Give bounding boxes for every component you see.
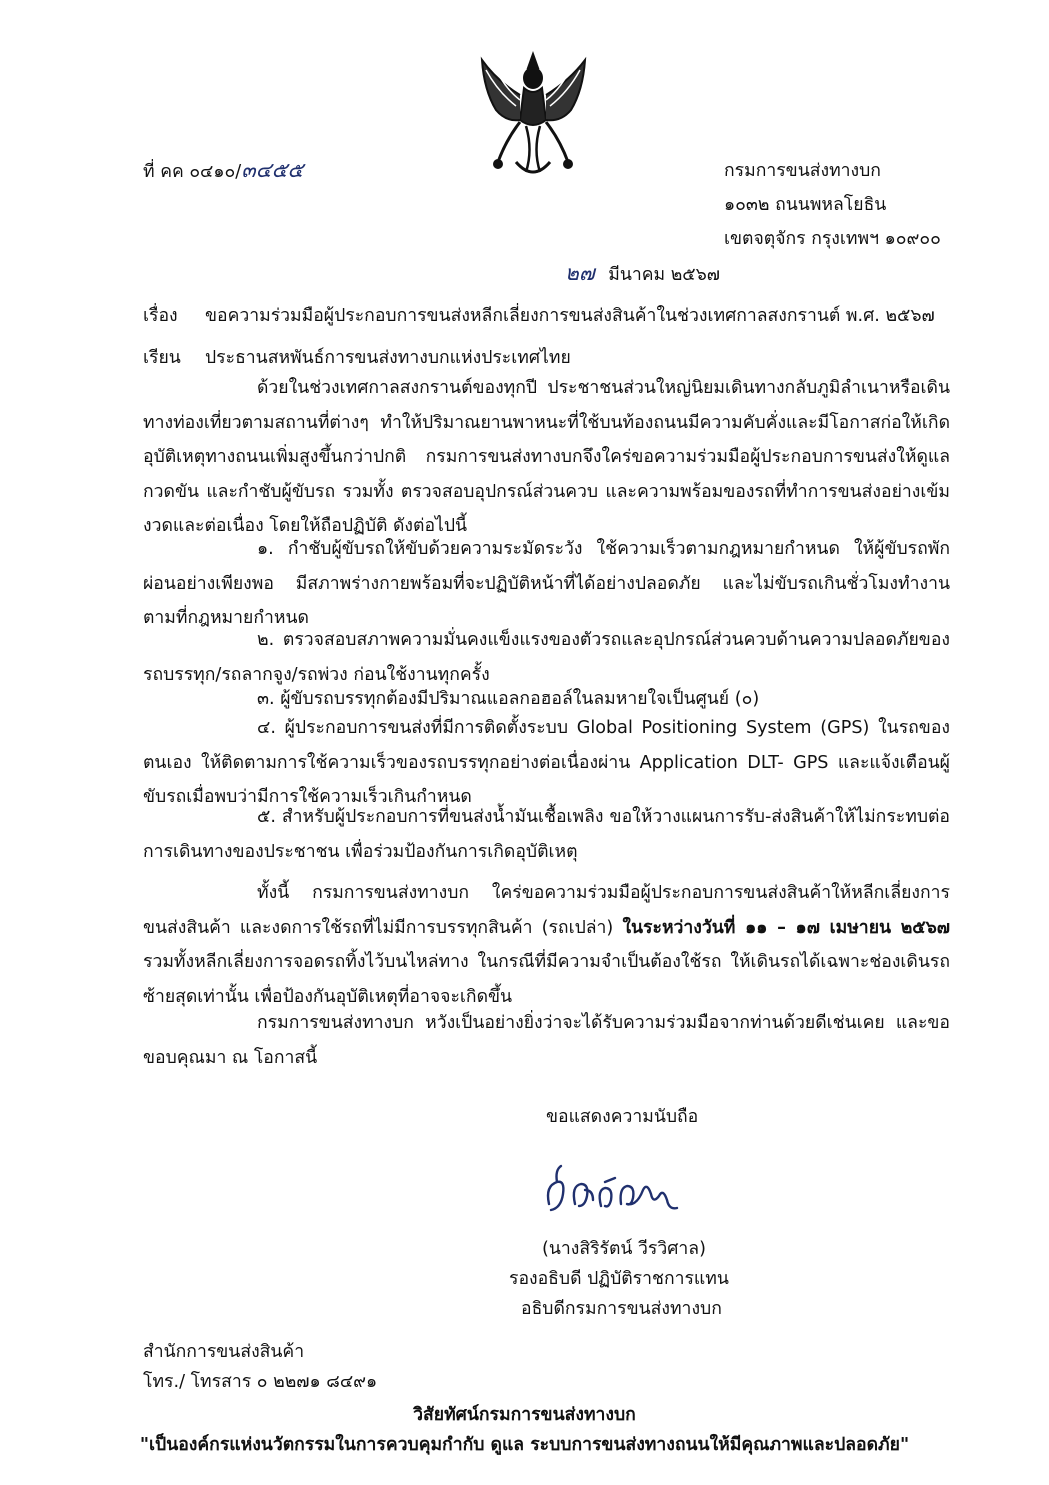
sender-name: กรมการขนส่งทางบก	[724, 161, 881, 181]
list-item	[143, 532, 950, 636]
office-phone: โทร./ โทรสาร ๐ ๒๒๗๑ ๘๔๙๑	[143, 1372, 378, 1392]
sender-address-line2: เขตจตุจักร กรุงเทพฯ ๑๐๙๐๐	[724, 229, 941, 249]
recipient-label: เรียน	[143, 348, 181, 368]
vision-title: วิสัยทัศน์กรมการขนส่งทางบก	[413, 1405, 636, 1425]
reference-handwritten-number: ๓๔๕๕	[241, 158, 304, 182]
hope-paragraph	[143, 1006, 950, 1075]
signatory-name: (นางสิริรัตน์ วีรวิศาล)	[542, 1239, 706, 1259]
sender-address	[724, 154, 941, 256]
subject-text: ขอความร่วมมือผู้ประกอบการขนส่งหลีกเลี่ยงการขนส่งสินค้าในช่วงเทศกาลสงกรานต์ พ.ศ. ๒๕๖๗	[205, 306, 935, 326]
date-day-handwritten: ๒๗	[565, 261, 595, 285]
date-month-year: มีนาคม ๒๕๖๗	[608, 265, 721, 285]
closing-text-before: ทั้งนี้ กรมการขนส่งทางบก ใคร่ขอความร่วมมือผู้ประกอบการขนส่งสินค้าให้หลีกเลี่ยงการขนส่งสินค้า และงดการใช้รถที่ไม่มีการบรรทุกสินค้า (รถเปล่า)	[143, 883, 950, 938]
closing-text-after: รวมทั้งหลีกเลี่ยงการจอดรถทิ้งไว้บนไหล่ทาง ในกรณีที่มีความจำเป็นต้องใช้รถ ให้เดินรถได้เฉพาะช่องเดินรถซ้ายสุดเท่านั้น เพื่อป้องกันอุบัติเหตุที่อาจจะเกิดขึ้น	[143, 952, 950, 1007]
intro-paragraph	[143, 371, 950, 544]
intro-text: ด้วยในช่วงเทศกาลสงกรานต์ของทุกปี ประชาชนส่วนใหญ่นิยมเดินทางกลับภูมิลำเนาหรือเดินทางท่องเที่ยวตามสถานที่ต่างๆ ทำให้ปริมาณยานพาหนะที่ใช้บนท้องถนนมีความคับคั่งและมีโอกาสก่อให้เกิดอุบัติเหตุทางถนนเพิ่มสูงขึ้นกว่าปกติ กรมการขนส่งทางบกจึงใคร่ขอความร่วมมือผู้ประกอบการขนส่งให้ดูแลกวดขัน และกำชับผู้ขับรถ รวมทั้ง ตรวจสอบอุปกรณ์ส่วนควบ และความพร้อมของรถที่ทำการขนส่งอย่างเข้มงวดและต่อเนื่อง โดยให้ถือปฏิบัติ ดังต่อไปนี้	[143, 378, 950, 536]
closing-paragraph	[143, 876, 950, 1014]
vision-text: "เป็นองค์กรแห่งนวัตกรรมในการควบคุมกำกับ ดูแล ระบบการขนส่งทางถนนให้มีคุณภาพและปลอดภัย"	[139, 1435, 910, 1455]
office-name: สำนักการขนส่งสินค้า	[143, 1342, 305, 1362]
garuda-emblem-icon	[476, 50, 591, 182]
list-item-text: ๑. กำชับผู้ขับรถให้ขับด้วยความระมัดระวัง ใช้ความเร็วตามกฎหมายกำหนด ให้ผู้ขับรถพักผ่อนอย่างเพียงพอ มีสภาพร่างกายพร้อมที่จะปฏิบัติหน้าที่ได้อย่างปลอดภัย และไม่ขับรถเกินชั่วโมงทำงานตามที่กฎหมายกำหนด	[143, 539, 950, 628]
reference-number	[143, 154, 303, 187]
hope-text: กรมการขนส่งทางบก หวังเป็นอย่างยิ่งว่าจะได้รับความร่วมมือจากท่านด้วยดีเช่นเคย และขอขอบคุณมา ณ โอกาสนี้	[143, 1013, 950, 1068]
signatory-position: รองอธิบดี ปฏิบัติราชการแทน	[509, 1269, 729, 1289]
recipient-text: ประธานสหพันธ์การขนส่งทางบกแห่งประเทศไทย	[205, 348, 571, 368]
list-item	[143, 711, 950, 815]
subject-label: เรื่อง	[143, 306, 178, 326]
sender-address-line1: ๑๐๓๒ ถนนพหลโยธิน	[724, 195, 887, 215]
list-item	[143, 800, 950, 869]
signatory-position-2: อธิบดีกรมการขนส่งทางบก	[521, 1299, 722, 1319]
closing-bold-date-range: ในระหว่างวันที่ ๑๑ – ๑๗ เมษายน ๒๕๖๗	[622, 917, 951, 938]
list-item-text: ๕. สำหรับผู้ประกอบการที่ขนส่งน้ำมันเชื้อเพลิง ขอให้วางแผนการรับ-ส่งสินค้าให้ไม่กระทบต่อการเดินทางของประชาชน เพื่อร่วมป้องกันการเกิดอุบัติเหตุ	[143, 807, 950, 862]
reference-prefix: ที่ คค ๐๔๑๐/	[143, 162, 242, 182]
list-item-text: ๓. ผู้ขับรถบรรทุกต้องมีปริมาณแอลกอฮอล์ในลมหายใจเป็นศูนย์ (๐)	[257, 689, 760, 709]
regards: ขอแสดงความนับถือ	[546, 1107, 699, 1127]
list-item-text: ๒. ตรวจสอบสภาพความมั่นคงแข็งแรงของตัวรถและอุปกรณ์ส่วนควบด้านความปลอดภัยของรถบรรทุก/รถลากจูง/รถพ่วง ก่อนใช้งานทุกครั้ง	[143, 630, 950, 685]
letter-date	[565, 257, 720, 290]
handwritten-signature	[535, 1160, 685, 1222]
list-item-text: ๔. ผู้ประกอบการขนส่งที่มีการติดตั้งระบบ Global Positioning System (GPS) ในรถของตนเอง ให้ติดตามการใช้ความเร็วของรถบรรทุกอย่างต่อเนื่องผ่าน Application DLT- GPS และแจ้งเตือนผู้ขับรถเมื่อพบว่ามีการใช้ความเร็วเกินกำหนด	[143, 718, 950, 807]
